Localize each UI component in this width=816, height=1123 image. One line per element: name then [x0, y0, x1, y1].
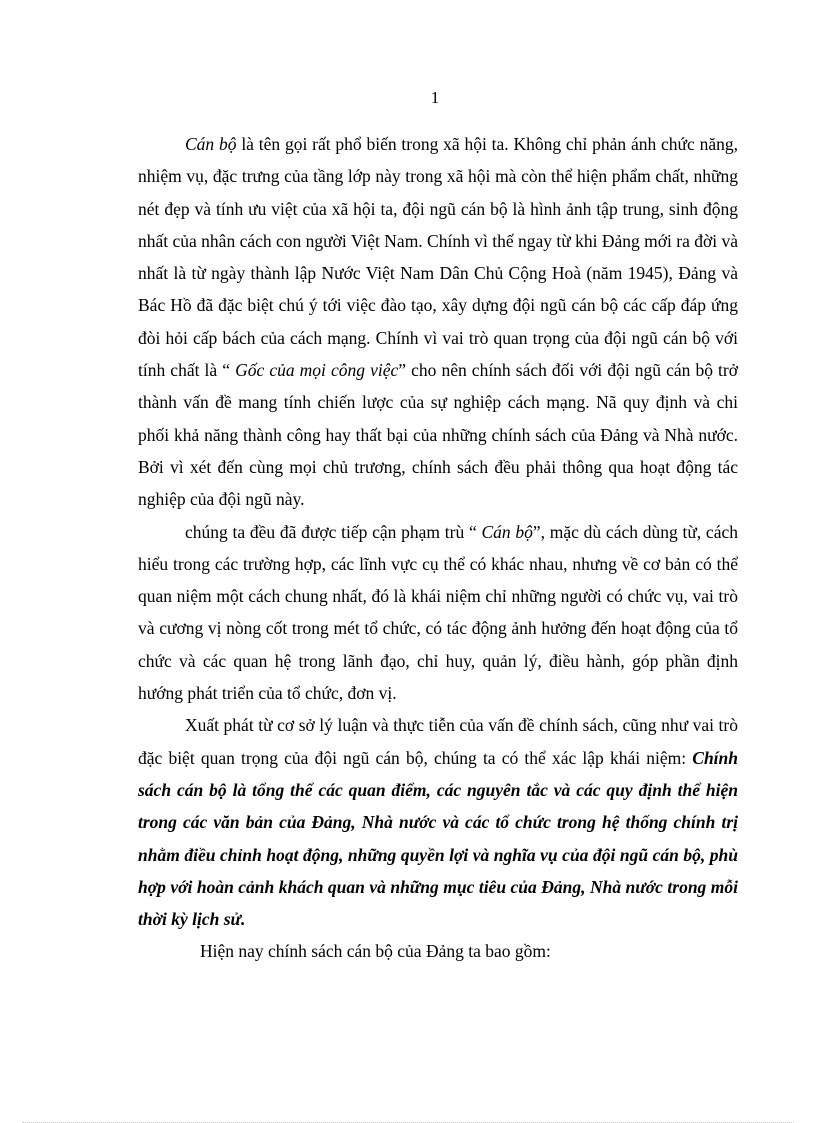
- paragraph-2-text-a: chúng ta đều đã được tiếp cận phạm trù “: [185, 521, 482, 542]
- paragraph-4: Hiện nay chính sách cán bộ của Đảng ta bao gồm:: [200, 941, 551, 962]
- paragraph-1-text-b: ” cho nên chính sách đối với đội ngũ cán bộ trở thành vấn đề mang tính chiến lược của sự nghiệp cách mạng. Nã quy định và chi phối khả năng thành công hay thất bại của những chính sách của Đảng và Nhà nước. Bởi vì xét đến cùng mọi chủ trương, chính sách đều phải thông qua hoạt động tác nghiệp của đội ngũ này.: [138, 360, 738, 510]
- body-text: [138, 128, 738, 968]
- paragraph-2-text-b: ”, mặc dù cách dùng từ, cách hiểu trong các trường hợp, các lĩnh vực cụ thể có khác nhau, nhưng về cơ bản có thể quan niệm một cách chung nhất, đó là khái niệm chỉ những người có chức vụ, vai trò và cương vị nòng cốt trong mét tổ chức, có tác động ảnh hưởng đến hoạt động của tổ chức và các quan hệ trong lãnh đạo, chỉ huy, quản lý, điều hành, góp phần định hướng phát triển của tổ chức, đơn vị.: [138, 521, 738, 704]
- term-can-bo: Cán bộ: [185, 134, 237, 154]
- page-number: 1: [430, 88, 440, 107]
- policy-definition: Chính sách cán bộ là tổng thể các quan điểm, các nguyên tắc và các quy định thể hiện trong các văn bản của Đảng, Nhà nước và các tổ chức trong hệ thống chính trị nhằm điều chỉnh hoạt động, những quyền lợi và nghĩa vụ của đội ngũ cán bộ, phù hợp với hoàn cảnh khách quan và những mục tiêu của Đảng, Nhà nước trong mỗi thời kỳ lịch sử.: [138, 747, 738, 930]
- paragraph-1: [138, 128, 738, 516]
- paragraph-3-text: Xuất phát từ cơ sở lý luận và thực tiễn của vấn đề chính sách, cũng như vai trò đặc biệt quan trọng của đội ngũ cán bộ, chúng ta có thể xác lập khái niệm:: [138, 715, 738, 768]
- paragraph-1-text-a: là tên gọi rất phổ biến trong xã hội ta. Không chỉ phản ánh chức năng, nhiệm vụ, đặc trưng của tầng lớp này trong xã hội mà còn thể hiện phẩm chất, những nét đẹp và tính ưu việt của xã hội ta, đội ngũ cán bộ là hình ảnh tập trung, sinh động nhất của nhân cách con người Việt Nam. Chính vì thế ngay từ khi Đảng mới ra đời và nhất là từ ngày thành lập Nước Việt Nam Dân Chủ Cộng Hoà (năm 1945), Đảng và Bác Hồ đã đặc biệt chú ý tới việc đào tạo, xây dựng đội ngũ cán bộ các cấp đáp ứng đòi hỏi cấp bách của cách mạng. Chính vì vai trò quan trọng của đội ngũ cán bộ với tính chất là “: [138, 134, 738, 381]
- paragraph-3: [138, 709, 738, 935]
- term-can-bo-quoted: Cán bộ: [481, 521, 533, 542]
- quote-goc-cua-moi-cong-viec: Gốc của mọi công việc: [235, 360, 399, 381]
- paragraph-2: [138, 516, 738, 710]
